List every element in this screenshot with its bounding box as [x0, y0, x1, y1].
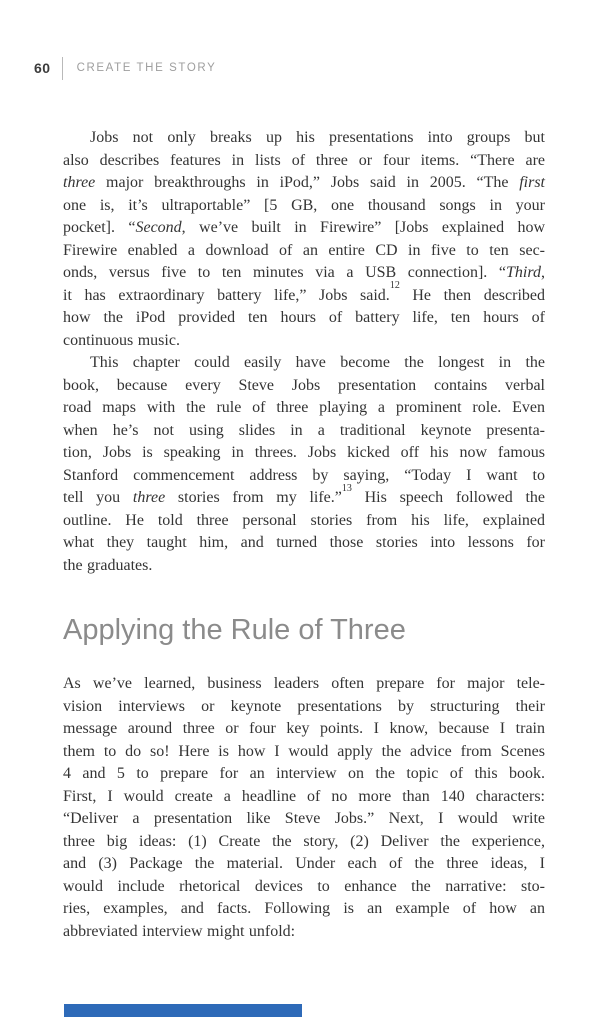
- text-segment: three: [63, 174, 96, 191]
- text-line: [63, 195, 545, 218]
- text-segment: ,: [541, 264, 545, 281]
- text-line: [63, 352, 545, 375]
- text-segment: and (3) Package the material. Under each of the three ideas, I: [63, 855, 545, 872]
- text-segment: 4 and 5 to prepare for an interview on the topic of this book.: [63, 765, 545, 782]
- header-divider: [62, 57, 63, 80]
- text-line: [63, 280, 545, 308]
- text-segment: Second: [135, 219, 182, 236]
- footnote-ref: 13: [341, 482, 352, 494]
- reading-progress-bar[interactable]: [64, 1004, 302, 1017]
- text-line: [63, 420, 545, 443]
- text-segment: First, I would create a headline of no more than 140 characters:: [63, 787, 545, 805]
- text-line: [63, 172, 545, 195]
- text-segment: As we’ve learned, business leaders often prepare for major tele-: [63, 675, 545, 692]
- text-segment: Firewire enabled a download of an entire CD in five to ten sec-: [63, 241, 545, 259]
- text-segment: abbreviated interview might unfold:: [63, 922, 296, 940]
- text-line: [63, 217, 545, 240]
- text-segment: stories from my life.”: [165, 489, 342, 506]
- footnote-ref: 12: [389, 280, 400, 292]
- text-line: [63, 718, 545, 741]
- text-segment: Stanford commencement address by saying, “Today I want to: [63, 466, 545, 484]
- text-line: [63, 921, 545, 944]
- text-segment: pocket]. “: [63, 219, 136, 236]
- text-line: [63, 673, 545, 696]
- text-segment: His speech followed the: [351, 489, 545, 506]
- paragraph: [63, 673, 545, 943]
- text-segment: ries, examples, and facts. Following is an example of how an: [63, 900, 545, 917]
- text-segment: tion, Jobs is speaking in threes. Jobs kicked off his now famous: [63, 444, 545, 461]
- text-segment: continuous music.: [63, 331, 180, 349]
- page-body: [63, 127, 545, 943]
- section-heading: Applying the Rule of Three: [63, 614, 406, 646]
- text-segment: book, because every Steve Jobs presentation contains verbal: [63, 376, 545, 394]
- text-segment: Jobs not only breaks up his presentations into groups but: [90, 129, 545, 146]
- text-segment: one is, it’s ultraportable” [5 GB, one thousand songs in your: [63, 196, 545, 214]
- text-line: [63, 397, 545, 420]
- text-line: [63, 150, 545, 173]
- text-segment: also describes features in lists of three or four items. “There are: [63, 151, 545, 169]
- text-line: [63, 510, 545, 533]
- text-line: [63, 532, 545, 555]
- text-segment: first: [519, 174, 545, 191]
- text-line: [63, 330, 545, 353]
- text-segment: three: [132, 489, 166, 506]
- text-segment: how the iPod provided ten hours of battery life, ten hours of: [63, 309, 545, 326]
- text-segment: it has extraordinary battery life,” Jobs said.: [63, 286, 390, 304]
- text-line: [63, 786, 545, 809]
- text-line: [63, 741, 545, 764]
- text-segment: them to do so! Here is how I would apply the advice from Scenes: [63, 742, 545, 760]
- text-line: [63, 262, 545, 285]
- text-line: [63, 853, 545, 876]
- text-line: [63, 442, 545, 465]
- text-segment: outline. He told three personal stories from his life, explained: [63, 511, 545, 529]
- text-line: [63, 482, 545, 510]
- paragraph: [63, 127, 545, 352]
- text-line: [63, 555, 545, 578]
- text-segment: message around three or four key points. I know, because I train: [63, 720, 545, 737]
- text-line: [63, 307, 545, 330]
- text-segment: three big ideas: (1) Create the story, (2) Deliver the experience,: [63, 832, 545, 850]
- text-segment: He then described: [399, 286, 545, 304]
- text-line: [63, 465, 545, 488]
- text-line: [63, 375, 545, 398]
- text-segment: vision interviews or keynote presentations by structuring their: [63, 697, 545, 715]
- text-line: [63, 831, 545, 854]
- text-line: [63, 696, 545, 719]
- text-segment: tell you: [63, 489, 133, 506]
- text-segment: “Deliver a presentation like Steve Jobs.” Next, I would write: [63, 810, 545, 827]
- text-line: [63, 127, 545, 150]
- text-segment: the graduates.: [63, 556, 153, 574]
- text-line: [63, 876, 545, 899]
- paragraph: [63, 352, 545, 577]
- text-segment: what they taught him, and turned those stories into lessons for: [63, 534, 545, 551]
- text-segment: Third: [506, 264, 541, 281]
- running-header: [34, 55, 216, 81]
- text-line: [63, 898, 545, 921]
- text-line: [63, 240, 545, 263]
- text-line: [63, 763, 545, 786]
- text-segment: major breakthroughs in iPod,” Jobs said in 2005. “The: [95, 174, 520, 191]
- text-line: [63, 808, 545, 831]
- text-segment: road maps with the rule of three playing a prominent role. Even: [63, 399, 545, 416]
- text-segment: when he’s not using slides in a traditional keynote presenta-: [63, 421, 545, 439]
- running-header-title: CREATE THE STORY: [76, 62, 217, 74]
- text-segment: , we’ve built in Firewire” [Jobs explained how: [181, 219, 546, 236]
- text-segment: would include rhetorical devices to enhance the narrative: sto-: [63, 877, 545, 895]
- text-segment: onds, versus five to ten minutes via a USB connection]. “: [63, 264, 507, 281]
- page-number: 60: [34, 60, 51, 76]
- text-segment: This chapter could easily have become the longest in the: [90, 354, 545, 371]
